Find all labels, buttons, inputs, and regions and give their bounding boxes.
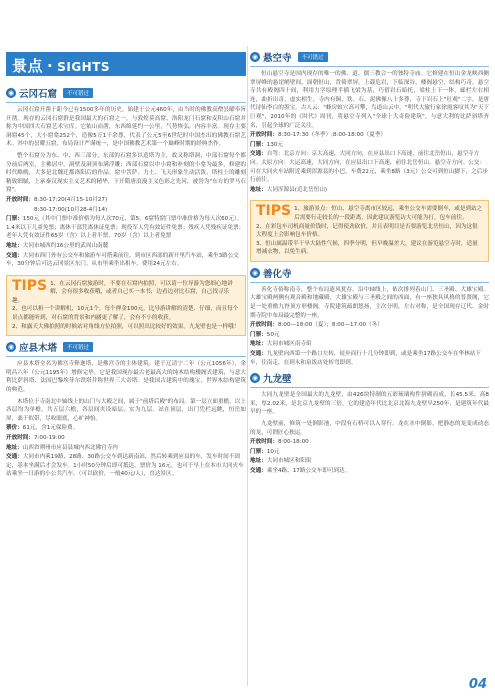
jiulong-section bbox=[250, 371, 489, 475]
section-header bbox=[6, 52, 246, 76]
traffic-line: 交通：大同市西门外有公交车和旅游车可搭乘前往。到市区西部的新开里汽车站，乘坐3路公交车，30分钟后可达云冈景区东门。从市里乘坐出租车，费用24元左右。 bbox=[6, 252, 239, 268]
location-icon: ◉ bbox=[7, 89, 15, 97]
section-rule bbox=[250, 66, 489, 67]
hours-line: 开放时间：8:30-17:30（冬季）;8:00-18:00（夏季） bbox=[250, 132, 387, 139]
location-icon: ◉ bbox=[251, 374, 259, 383]
traffic-line: 交通：乘坐4路、17路公交车即可到达。 bbox=[250, 467, 351, 474]
yingxian-section bbox=[6, 340, 246, 479]
section-title: 悬空寺 bbox=[263, 53, 292, 64]
hours-line: 开放时间：8:00-18:00 bbox=[250, 439, 309, 446]
hours-line: 开放时间：8:00—18:00（夏）；8:00—17:00（冬） bbox=[250, 322, 383, 329]
paragraph: 应县木塔全名为佛宫寺释迦塔，是佛宫寺的主体建筑。建于辽清宁二年（公元1056年），金明昌六年（公元1195年）增修完毕。它是我国现存最古老最高大的纯木结构楼阁式建筑，与意大利比萨斜塔、法国巴黎埃菲尔铁塔并称世界三大奇塔。是我国古建筑中的瑰宝，世界木结构建筑的典范。 bbox=[6, 361, 246, 394]
section-rule bbox=[6, 102, 246, 103]
tip-item: 3、恒山属温带半干旱大陆性气候，四季分明，但早晚温差大，建议在游览悬空寺时，适量增减衣物，以免生病。 bbox=[256, 240, 478, 256]
must-see-badge: 不可错过 bbox=[63, 88, 93, 98]
section-title: 九龙壁 bbox=[263, 374, 292, 386]
paragraph: 整个石窟分为东、中、西三部分，东部的石窟多以造塔为主，故又称塔洞；中部石窟每个都分前后两室，主佛居中，洞壁及洞顶布满浮雕；西部石窟以中小窟和补刻的小龛为最多，修建的时代略晚，大多是北魏迁都洛阳后的作品。窟中菩萨、力士、飞天形象生动活泼，塔柱上的雕刻精致细腻，上承秦汉现实主义艺术的精华，下开隋唐浪漫主义色彩之先河，被誉为"东方的罗马石窟"。 bbox=[6, 152, 246, 194]
ticket-line: 门票：150元（其中门票中准价格为每人次70元，第5、6窟特窟门票中准价格为每人次60元）。1.4米以下儿童免票；离休干部凭离休证免票；现役军人凭有效证件免票；残疾人凭残疾证免票；老年人凭有效证件65岁（含）以上者半票，70岁（含）以上者免票 bbox=[6, 216, 245, 240]
yungang-section bbox=[6, 86, 246, 269]
paragraph: 九龙壁前，修筑一处倒影池，中段有石桥可以入穿行。龙在水中倒影，把静态的龙变成动态的龙，可谓匠心独运。 bbox=[250, 421, 489, 436]
section-title: 云冈石窟 bbox=[19, 89, 58, 100]
tips-label: TIPS bbox=[12, 277, 48, 294]
header-title-cn: 景点 bbox=[12, 57, 44, 75]
tip-item: 2、也可以租一个讲解机，10元1个，每个押金100元。比导游讲解的清楚、仔细，而且每个景点都能听到，对石窟的背景和内涵更了解了，会有不小的收获。 bbox=[12, 306, 239, 322]
address-line: 地址：山西省朔州市应县县城内西北佛宫寺内 bbox=[6, 444, 118, 451]
address-line: 地址：大同市城西约16公里的武周山南麓 bbox=[6, 242, 109, 249]
shanhua-section bbox=[250, 266, 489, 367]
tip-item: 1、旅游景点：恒山、悬空寺离市区较远，乘坐公交车需要倒车，或是到站之后需要行走较长的一段距离，因此建议游览访大可能为打，包车前往。 bbox=[294, 206, 483, 221]
section-rule bbox=[250, 282, 489, 283]
header-title-en: SIGHTS bbox=[57, 60, 111, 74]
ticket-line: 门票：10元 bbox=[250, 448, 280, 455]
page-number: 04 bbox=[468, 677, 487, 692]
hours-line-2: 8:30-17:00(10月28-4月14) bbox=[34, 206, 108, 213]
xuankong-section bbox=[250, 50, 489, 194]
section-title: 善化寺 bbox=[263, 268, 292, 280]
location-icon: ◉ bbox=[7, 343, 15, 352]
location-icon: ◉ bbox=[251, 268, 259, 277]
tip-item: 2、在彩包车司机商量价钱时，记得使劲砍价，并且表明目是否要游览北岳恒山，因为这很大程度上会影响包车价格。 bbox=[256, 223, 478, 239]
tip-item: 1、在云冈石窟旅游时，不要在石窟内拍照，可以请一位导游为您细心地讲解，会有很多收获哦，或者自己买一本书，边看边对比石窟，自己找寻乐趣。 bbox=[12, 280, 233, 304]
address-line: 地址：大同市城区南寺街 bbox=[250, 341, 312, 348]
tips-label: TIPS bbox=[256, 203, 292, 220]
section-title: 应县木塔 bbox=[19, 343, 58, 355]
paragraph: 恒山悬空寺是国内现存的唯一的佛、道、儒三教合一的独特寺庙。它修建在恒山金龙峡西侧翠屏峰的悬崖峭壁间，面朝恒山，背倚翠屏，上载危岩，下临深谷，楼阁悬空，结构巧奇。悬空寺共有殿阁四十间，利用力学原理半插飞梁为基，巧借岩石暗托，梁柱上下一体，廊栏左右相连，曲折出奇，虚实相生。寺内有铜、铁、石、泥佛像八十多尊，寺下岩石上"壮观"二字，是唐代诗仙李白的墨宝。古人云："蜂房蚁穴高可攀，鸟道山云中。"明代大旅行家徐霞客叹其为"天下巨观"，2010年的《时代》周刊，将悬空寺列入"全球十大奇险建筑"，与意大利的比萨斜塔齐名，引起全球的广泛关注。 bbox=[250, 71, 489, 129]
ticket-line: 门票：130元 bbox=[250, 141, 284, 148]
tips-box bbox=[6, 275, 246, 337]
section-rule bbox=[6, 356, 246, 357]
hours-line: 开放时间：7:00-19:00 bbox=[6, 435, 65, 441]
traffic-line: 交通：大同市内乘19路、28路、30路公交车到达新南站，然后转乘到应县的车，发车时间不固定，基本坐满后才会发车。1小时50分钟后即可抵达，票价为 16元。也可于早上在本市大同火车站乘坐一日游的小公共汽车，（可以砍价，一般40元/人），直达景区。 bbox=[6, 454, 244, 478]
traffic-line: 交通：九龙壁向西第一个路口左转，徒步而行十几分钟即到，或是乘坐17路公交车在华林站下车，往南走，在到永和泉饭店处转弯即到。 bbox=[250, 351, 481, 366]
header-dot: · bbox=[47, 57, 54, 75]
tips-box bbox=[250, 200, 489, 262]
ticket-line: 票价：61元，含1元保险费。 bbox=[6, 425, 79, 432]
address-line: 地址：大同浑源县(近北岳恒山) bbox=[250, 186, 328, 193]
ticket-line: 门票：50元 bbox=[250, 331, 280, 338]
paragraph: 善化寺俗称南寺，整个布局遗风犹存。沿中轴线上，依次排列着山门、三圣殿、大雄宝殿。大雄宝殿两侧有观音殿和地藏殿，大雄宝殿与三圣殿之间的西面，有一座独具风格的普贤阁，它是一处重檐九脊顶方形楼阁。寺院建筑疏朗悠扬，主次分明，左右对称，是全国现存辽代、金时期寺院中布局最完整的一座。 bbox=[250, 286, 489, 319]
tip-item: 2、和露天大佛拍照的时候站对角线方位拍照，可以照出比较好的效果。九龙壁也是一样哦！ bbox=[12, 323, 240, 330]
address-line: 地址：大同市城区和阳街 bbox=[250, 458, 312, 465]
left-column bbox=[6, 82, 246, 479]
traffic-line: 交通：自驾：北京方向：京大高速，大同方向，在应县出口下高速，前往北岳恒山、悬空寺方向。太原方向：大运高速，大同方向，在应县出口下高速，前往北岳恒山、悬空寺方向。公交：可在大同火车站附近乘到浑源县的小巴，车费22元，乘坐8路（3元）公交可到恒山脚下，之后步行前往。 bbox=[250, 151, 488, 184]
paragraph: 云冈石窟开凿于距今已有1500多年的历史，始建于公元460年，由当时的佛教高僧昙曜奉旨开凿。现存的云冈石窟群是我国最大的石窟之一，与敦煌莫高窟、洛阳龙门石窟和麦积山石窟并称为中国四大石窟艺术宝库。它依山而凿，东西绵延约一公里，气势恢弘，内容丰富。现存主要洞窟45个，大小窟龛252个，造像5万1千余尊，代表了公元5至6世纪时中国杰出的佛教石窟艺术。其中的昙曜五窟，布局设计严谨统一，是中国佛教艺术第一个巅峰时期的经典杰作。 bbox=[6, 107, 246, 148]
paragraph: 大同九龙壁是全国最大的九龙壁，由426块特制的五彩琉璃构件拼砌而成，长45.5米，高8米，厚2.02米，是北京九龙壁的三倍，它的建造年代比北京北海九龙壁早250年，是建筑年代最早的一座。 bbox=[250, 392, 489, 416]
section-rule bbox=[250, 387, 489, 388]
must-see-badge: 不可错过 bbox=[63, 342, 93, 352]
column-divider bbox=[247, 46, 248, 686]
location-icon: ◉ bbox=[251, 53, 259, 61]
right-column bbox=[250, 46, 489, 476]
paragraph: 木塔位于寺南北中轴线上的山门与大殿之间，属于"前塔后殿"的布局。第一层立面重檐，以上各层均为单檐，共五层六檐，各层间夹设暗层，实为九层。站在顶层，出门凭栏远眺，恒岳如屏，桑干似带，尽收眼底，心旷神怡。 bbox=[6, 398, 246, 422]
must-see-badge: 不可错过 bbox=[298, 52, 328, 62]
hours-line: 开放时间：8:30-17:20(4月15-10月27) bbox=[6, 196, 108, 203]
